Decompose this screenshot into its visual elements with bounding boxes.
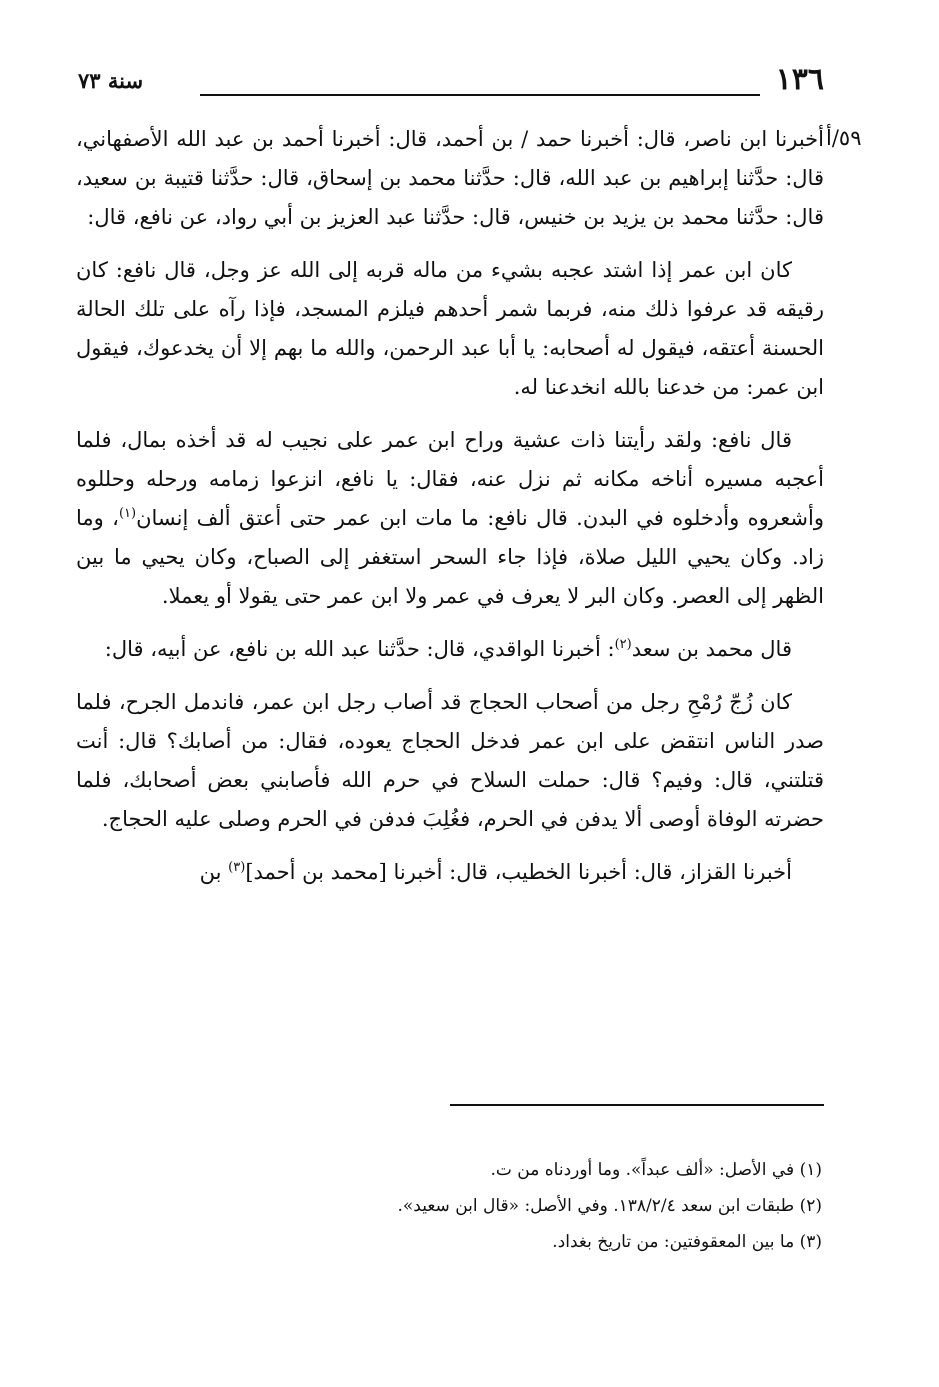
footnote-reference: (١) [118,506,137,521]
footnote-2: (٢) طبقات ابن سعد ١٣٨/٢/٤. وفي الأصل: «قال ابن سعيد». [397,1196,822,1216]
footnote-separator [450,1104,824,1106]
footnote-1: (١) في الأصل: «ألف عبداً». وما أوردناه من ت. [490,1160,822,1180]
paragraph-narrative-2 [76,421,824,616]
paragraph-text: قال نافع: ولقد رأيتنا ذات عشية وراح ابن عمر على نجيب له قد أخذه بمال، فلما أعجبه مسيره أناخه مكانه ثم نزل عنه، فقال: يا نافع، انزعوا زمامه ورحله وحللوه وأشعروه وأدخلوه في البدن. قال نافع: ما مات ابن عمر حتى أعتق ألف إنسان [76,428,824,530]
paragraph-text: : أخبرنا الواقدي، قال: حدَّثنا عبد الله بن نافع، عن أبيه، قال: [104,637,615,661]
page-number: ١٣٦ [775,62,824,97]
main-text [76,120,824,892]
paragraph-narrative-3: كان زُجّ رُمْحِ رجل من أصحاب الحجاج قد أصاب رجل ابن عمر، فاندمل الجرح، فلما صدر الناس انتقض على ابن عمر فدخل الحجاج يعوده، فقال: من أصابك؟ قال: أنت قتلتني، قال: وفيم؟ قال: حملت السلاح في حرم الله فأصابني بعض أصحابك، فلما حضرته الوفاة أوصى ألا يدفن في الحرم، فغُلِبَ فدفن في الحرم وصلى عليه الحجاج. [76,690,824,831]
header-rule [200,94,760,96]
paragraph-isnad-3 [76,853,824,892]
paragraph-text: أخبرنا القزاز، قال: أخبرنا الخطيب، قال: أخبرنا [محمد بن أحمد] [245,860,792,884]
paragraph-text: ، وما زاد. وكان يحيي الليل صلاة، فإذا جاء السحر استغفر إلى الصباح، وكان يحيي ما بين الظهر إلى العصر. وكان البر لا يعرف في عمر ولا ابن عمر حتى يقولا أو يعملا. [76,506,824,608]
footnotes [200,1152,822,1260]
paragraph-narrative-1: كان ابن عمر إذا اشتد عجبه بشيء من ماله قربه إلى الله عز وجل، قال نافع: كان رقيقه قد عرفوا ذلك منه، فربما شمر أحدهم فيلزم المسجد، فإذا رآه على تلك الحالة الحسنة أعتقه، فيقول له أصحابه: يا أبا عبد الرحمن، والله ما بهم إلا أن يخدعوك، فيقول ابن عمر: من خدعنا بالله انخدعنا له. [76,258,824,399]
footnote-reference: (٢) [614,637,632,652]
paragraph-isnad-1: أخبرنا ابن ناصر، قال: أخبرنا حمد / بن أحمد، قال: أخبرنا أحمد بن عبد الله الأصفهاني، قال: حدَّثنا إبراهيم بن عبد الله، قال: حدَّثنا محمد بن إسحاق، قال: حدَّثنا قتيبة بن سعيد، قال: حدَّثنا محمد بن يزيد بن خنيس، قال: حدَّثنا عبد العزيز بن أبي رواد، عن نافع، قال: [76,127,824,229]
footnote-3: (٣) ما بين المعقوفتين: من تاريخ بغداد. [552,1232,822,1252]
year-label: سنة ٧٣ [78,68,144,93]
footnote-reference: (٣) [228,860,246,875]
paragraph-isnad-2 [76,630,824,669]
manuscript-folio-marker: ٥٩/أ [826,126,862,150]
paragraph-text: بن [199,860,229,884]
page-header [78,62,824,102]
paragraph-text: قال محمد بن سعد [631,637,792,661]
